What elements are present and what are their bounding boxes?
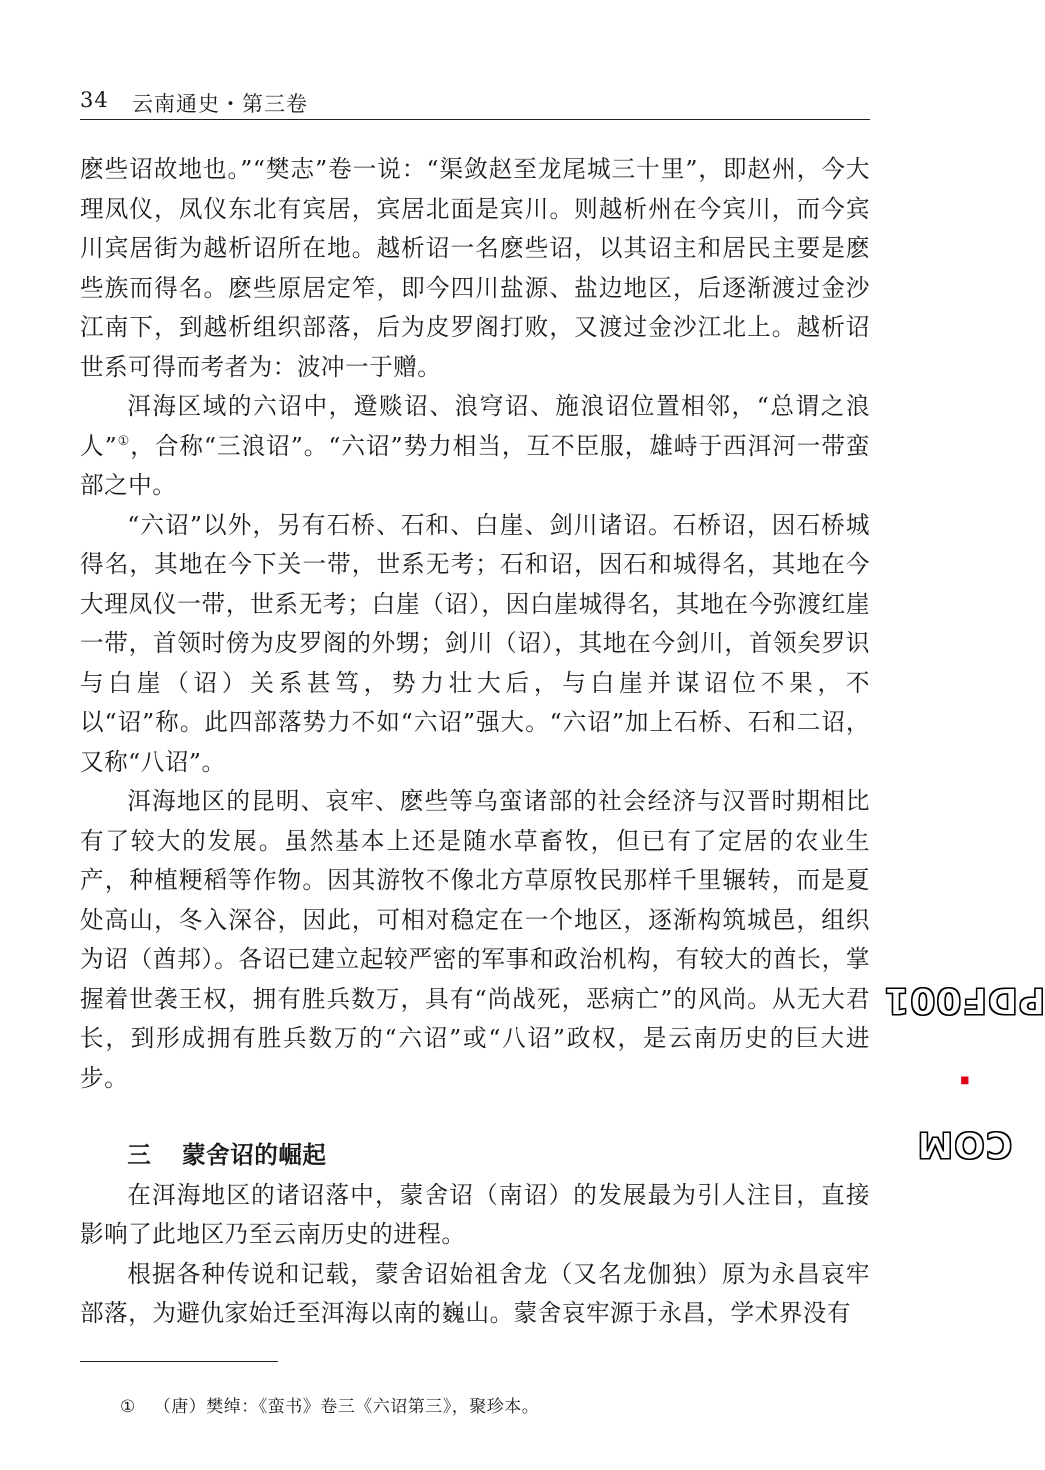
watermark-text-main: PDF001 bbox=[882, 979, 1045, 1021]
footnote-rule bbox=[80, 1361, 278, 1362]
paragraph-1: 麽些诏故地也。”“樊志”卷一说：“渠敛赵至龙尾城三十里”，即赵州，今大理凤仪，凤仪东北有宾居，宾居北面是宾川。则越析州在今宾川，而今宾川宾居街为越析诏所在地。越析诏一名麽些诏，以其诏主和居民主要是麽些族而得名。麽些原居定笮，即今四川盐源、盐边地区，后逐渐渡过金沙江南下，到越析组织部落，后为皮罗阁打败，又渡过金沙江北上。越析诏世系可得而考者为：波冲一于赠。 bbox=[80, 155, 870, 381]
watermark-text bbox=[882, 919, 1045, 1192]
page-number: 34 bbox=[80, 88, 109, 112]
section-paragraph-1: 在洱海地区的诸诏落中，蒙舍诏（南诏）的发展最为引人注目，直接影响了此地区乃至云南历史的进程。 bbox=[80, 1180, 870, 1248]
watermark-dot: . bbox=[956, 1067, 972, 1109]
section-number: 三 bbox=[127, 1141, 152, 1169]
footnote-marker: ① bbox=[120, 1397, 136, 1417]
running-header bbox=[80, 84, 870, 120]
paragraph-2-text-a: 洱海区域的六诏中，邆赕诏、浪穹诏、施浪诏位置相邻，“总谓之浪人” bbox=[80, 392, 870, 460]
header-rule bbox=[80, 119, 870, 120]
footnote-reference[interactable]: ① bbox=[117, 433, 131, 449]
footnote bbox=[120, 1392, 539, 1417]
body-text bbox=[80, 150, 870, 1334]
section-paragraph-2: 根据各种传说和记载，蒙舍诏始祖舍龙（又名龙伽独）原为永昌哀牢部落，为避仇家始迁至洱海以南的巍山。蒙舍哀牢源于永昌，学术界没有 bbox=[80, 1259, 870, 1327]
watermark-logo bbox=[882, 960, 1045, 1164]
paragraph-2-text-b: ，合称“三浪诏”。“六诏”势力相当，互不臣服，雄峙于西洱河一带蛮部之中。 bbox=[80, 431, 871, 499]
paragraph-3: “六诏”以外，另有石桥、石和、白崖、剑川诸诏。石桥诏，因石桥城得名，其地在今下关一带，世系无考；石和诏，因石和城得名，其地在今大理凤仪一带，世系无考；白崖（诏），因白崖城得名，其地在今弥渡红崖一带，首领时傍为皮罗阁的外甥；剑川（诏），其地在今剑川，首领矣罗识与白崖（诏）关系甚笃，势力壮大后，与白崖并谋诏位不果，不以“诏”称。此四部落势力不如“六诏”强大。“六诏”加上石桥、石和二诏，又称“八诏”。 bbox=[80, 510, 870, 776]
paragraph-4: 洱海地区的昆明、哀牢、麽些等乌蛮诸部的社会经济与汉晋时期相比有了较大的发展。虽然基本上还是随水草畜牧，但已有了定居的农业生产，种植粳稻等作物。因其游牧不像北方草原牧民那样千里辗转，而是夏处高山，冬入深谷，因此，可相对稳定在一个地区，逐渐构筑城邑，组织为诏（酋邦）。各诏已建立起较严密的军事和政治机构，有较大的酋长，掌握着世袭王权，拥有胜兵数万，具有“尚战死，恶病亡”的风尚。从无大君长，到形成拥有胜兵数万的“六诏”或“八诏”政权，是云南历史的巨大进步。 bbox=[80, 787, 870, 1092]
watermark-text-end: COM bbox=[916, 1122, 1012, 1164]
section-heading bbox=[80, 1136, 870, 1176]
footnote-text: （唐）樊绰：《蛮书》卷三《六诏第三》，聚珍本。 bbox=[153, 1397, 540, 1417]
section-title: 蒙舍诏的崛起 bbox=[181, 1141, 327, 1169]
paragraph-2 bbox=[80, 387, 870, 506]
book-title: 云南通史・第三卷 bbox=[132, 92, 308, 116]
